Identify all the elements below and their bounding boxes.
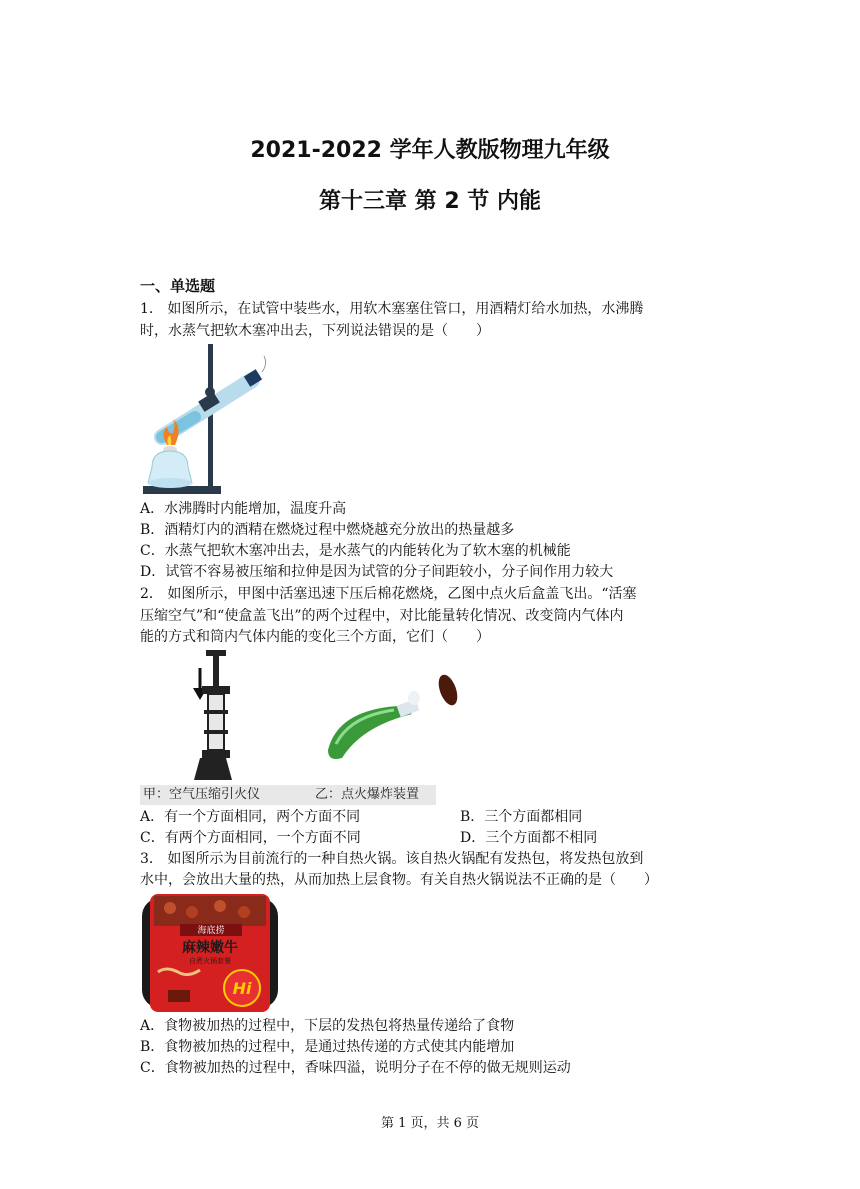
q2-figure-caption <box>140 785 436 805</box>
q1-test-tube-apparatus-image <box>140 342 270 497</box>
document-subtitle: 第十三章 第 2 节 内能 <box>319 189 541 214</box>
q1-option-d: D．试管不容易被压缩和拉伸是因为试管的分子间距较小，分子间作用力较大 <box>140 564 614 580</box>
q3-package-sub: 自煮火锅套餐 <box>189 957 231 965</box>
q2-option-c: C．有两个方面相同，一个方面不同 <box>140 830 361 846</box>
q3-option-b: B．食物被加热的过程中，是通过热传递的方式使其内能增加 <box>140 1039 515 1055</box>
q3-stem-line-2: 水中，会放出大量的热，从而加热上层食物。有关自热火锅说法不正确的是（ ） <box>140 872 658 888</box>
q2-caption-right: 乙：点火爆炸装置 <box>315 787 420 802</box>
q3-package-logo: Hi <box>232 979 252 998</box>
q2-option-b: B．三个方面都相同 <box>460 809 583 825</box>
q2-ignition-explosion-device-image <box>318 672 468 762</box>
q3-package-name: 麻辣嫩牛 <box>182 940 238 956</box>
q1-option-c: C．水蒸气把软木塞冲出去，是水蒸气的内能转化为了软木塞的机械能 <box>140 543 571 559</box>
q2-option-d: D．三个方面都不相同 <box>460 830 598 846</box>
q1-stem-line-2: 时，水蒸气把软木塞冲出去，下列说法错误的是（ ） <box>140 323 490 339</box>
q2-air-compression-igniter-image <box>188 650 238 782</box>
q1-stem-line-1: 1． 如图所示，在试管中装些水，用软木塞塞住管口，用酒精灯给水加热，水沸腾 <box>140 301 644 317</box>
section-heading: 一、单选题 <box>140 277 216 295</box>
q3-package-brand: 海底捞 <box>197 926 225 936</box>
q2-option-a: A．有一个方面相同，两个方面不同 <box>140 809 361 825</box>
q3-self-heating-hotpot-image <box>140 892 280 1014</box>
q3-option-a: A．食物被加热的过程中，下层的发热包将热量传递给了食物 <box>140 1018 515 1034</box>
q3-option-c: C．食物被加热的过程中，香味四溢，说明分子在不停的做无规则运动 <box>140 1060 571 1076</box>
page-footer: 第 1 页，共 6 页 <box>380 1116 480 1131</box>
document-title: 2021-2022 学年人教版物理九年级 <box>250 138 610 163</box>
q2-caption-left: 甲：空气压缩引火仪 <box>143 787 261 802</box>
q2-stem-line-1: 2． 如图所示，甲图中活塞迅速下压后棉花燃烧，乙图中点火后盒盖飞出。“活塞 <box>140 586 637 602</box>
q1-option-b: B．酒精灯内的酒精在燃烧过程中燃烧越充分放出的热量越多 <box>140 522 515 538</box>
q2-stem-line-2: 压缩空气”和“使盒盖飞出”的两个过程中，对比能量转化情况、改变筒内气体内 <box>140 608 624 624</box>
q3-stem-line-1: 3． 如图所示为目前流行的一种自热火锅。该自热火锅配有发热包，将发热包放到 <box>140 851 644 867</box>
q2-stem-line-3: 能的方式和筒内气体内能的变化三个方面，它们（ ） <box>140 629 490 645</box>
q1-option-a: A．水沸腾时内能增加，温度升高 <box>140 501 347 517</box>
